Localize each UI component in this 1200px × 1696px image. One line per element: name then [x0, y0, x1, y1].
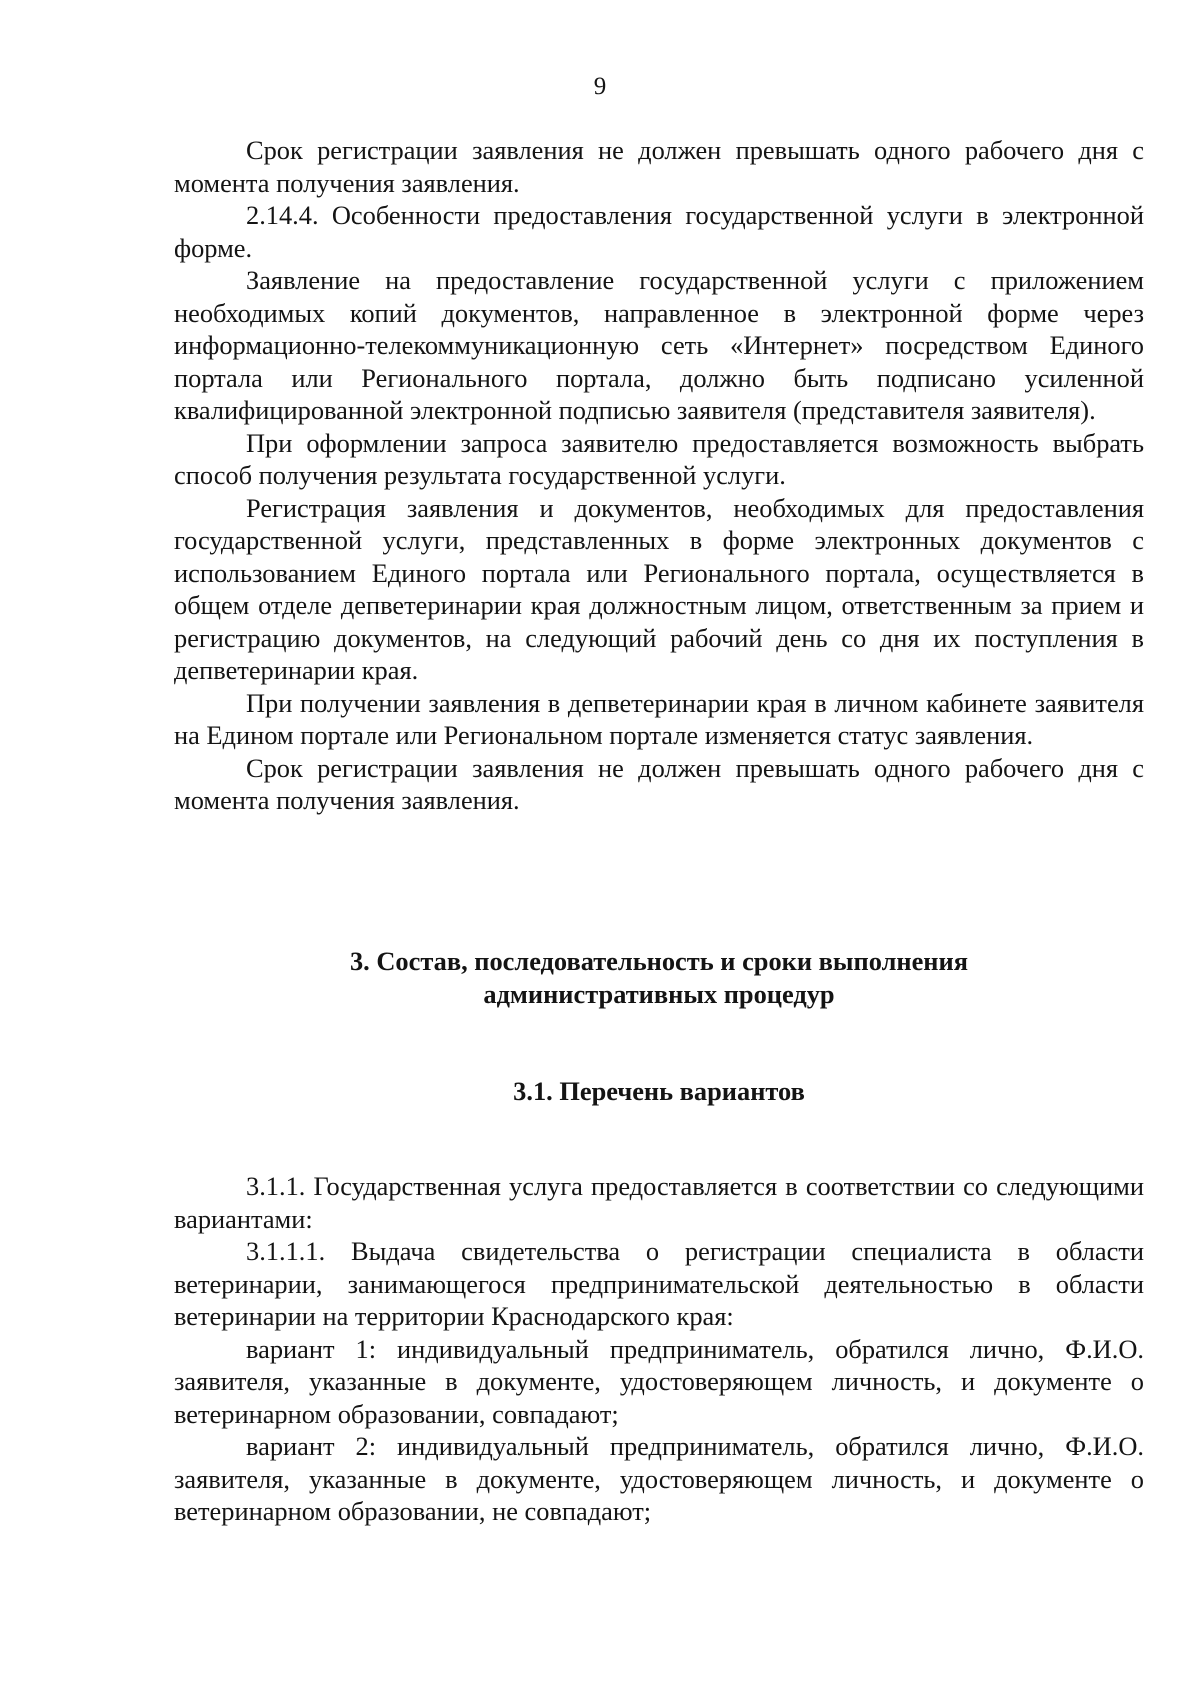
- paragraph-3-1-1-1: 3.1.1.1. Выдача свидетельства о регистрации специалиста в области ветеринарии, занимающегося предпринимательской деятельностью в области ветеринарии на территории Краснодарского края:: [174, 1236, 1144, 1331]
- section-3-1-title: 3.1. Перечень вариантов: [513, 1076, 805, 1106]
- page-number: 9: [593, 73, 607, 100]
- paragraph: При оформлении запроса заявителю предоставляется возможность выбрать способ получения результата государственной услуги.: [174, 427, 1144, 490]
- paragraph: Заявление на предоставление государственной услуги с приложением необходимых копий документов, направленное в электронной форме через информационно-телекоммуникационную сеть «Интернет» посредством Единого портала или Регионального портала, должно быть подписано усиленной квалифицированной электронной подписью заявителя (представителя заявителя).: [174, 265, 1144, 425]
- paragraph: При получении заявления в депветеринарии края в личном кабинете заявителя на Едином портале или Региональном портале изменяется статус заявления.: [174, 687, 1144, 750]
- paragraph: Регистрация заявления и документов, необходимых для предоставления государственной услуги, представленных в форме электронных документов с использованием Единого портала или Регионального портала, осуществляется в общем отделе депветеринарии края должностным лицом, ответственным за прием и регистрацию документов, на следующий рабочий день со дня их поступления в депветеринарии края.: [174, 492, 1144, 685]
- section-2-text: [174, 134, 1144, 817]
- variant-2: вариант 2: индивидуальный предприниматель, обратился лично, Ф.И.О. заявителя, указанные в документе, удостоверяющем личность, и документе о ветеринарном образовании, не совпадают;: [174, 1431, 1144, 1526]
- section-3-1-text: [174, 1170, 1144, 1528]
- section-3-heading: [174, 945, 1144, 1010]
- paragraph-2-14-4: 2.14.4. Особенности предоставления государственной услуги в электронной форме.: [174, 200, 1144, 263]
- paragraph-3-1-1: 3.1.1. Государственная услуга предоставляется в соответствии со следующими вариантами:: [174, 1171, 1144, 1234]
- section-3-1-heading: [174, 1075, 1144, 1108]
- section-3-heading-line1: 3. Состав, последовательность и сроки выполнения: [349, 946, 968, 976]
- variant-1: вариант 1: индивидуальный предприниматель, обратился лично, Ф.И.О. заявителя, указанные в документе, удостоверяющем личность, и документе о ветеринарном образовании, совпадают;: [174, 1333, 1144, 1429]
- paragraph: Срок регистрации заявления не должен превышать одного рабочего дня с момента получения заявления.: [174, 752, 1144, 815]
- paragraph: Срок регистрации заявления не должен превышать одного рабочего дня с момента получения заявления.: [174, 135, 1144, 198]
- section-3-heading-line2: административных процедур: [483, 978, 835, 1009]
